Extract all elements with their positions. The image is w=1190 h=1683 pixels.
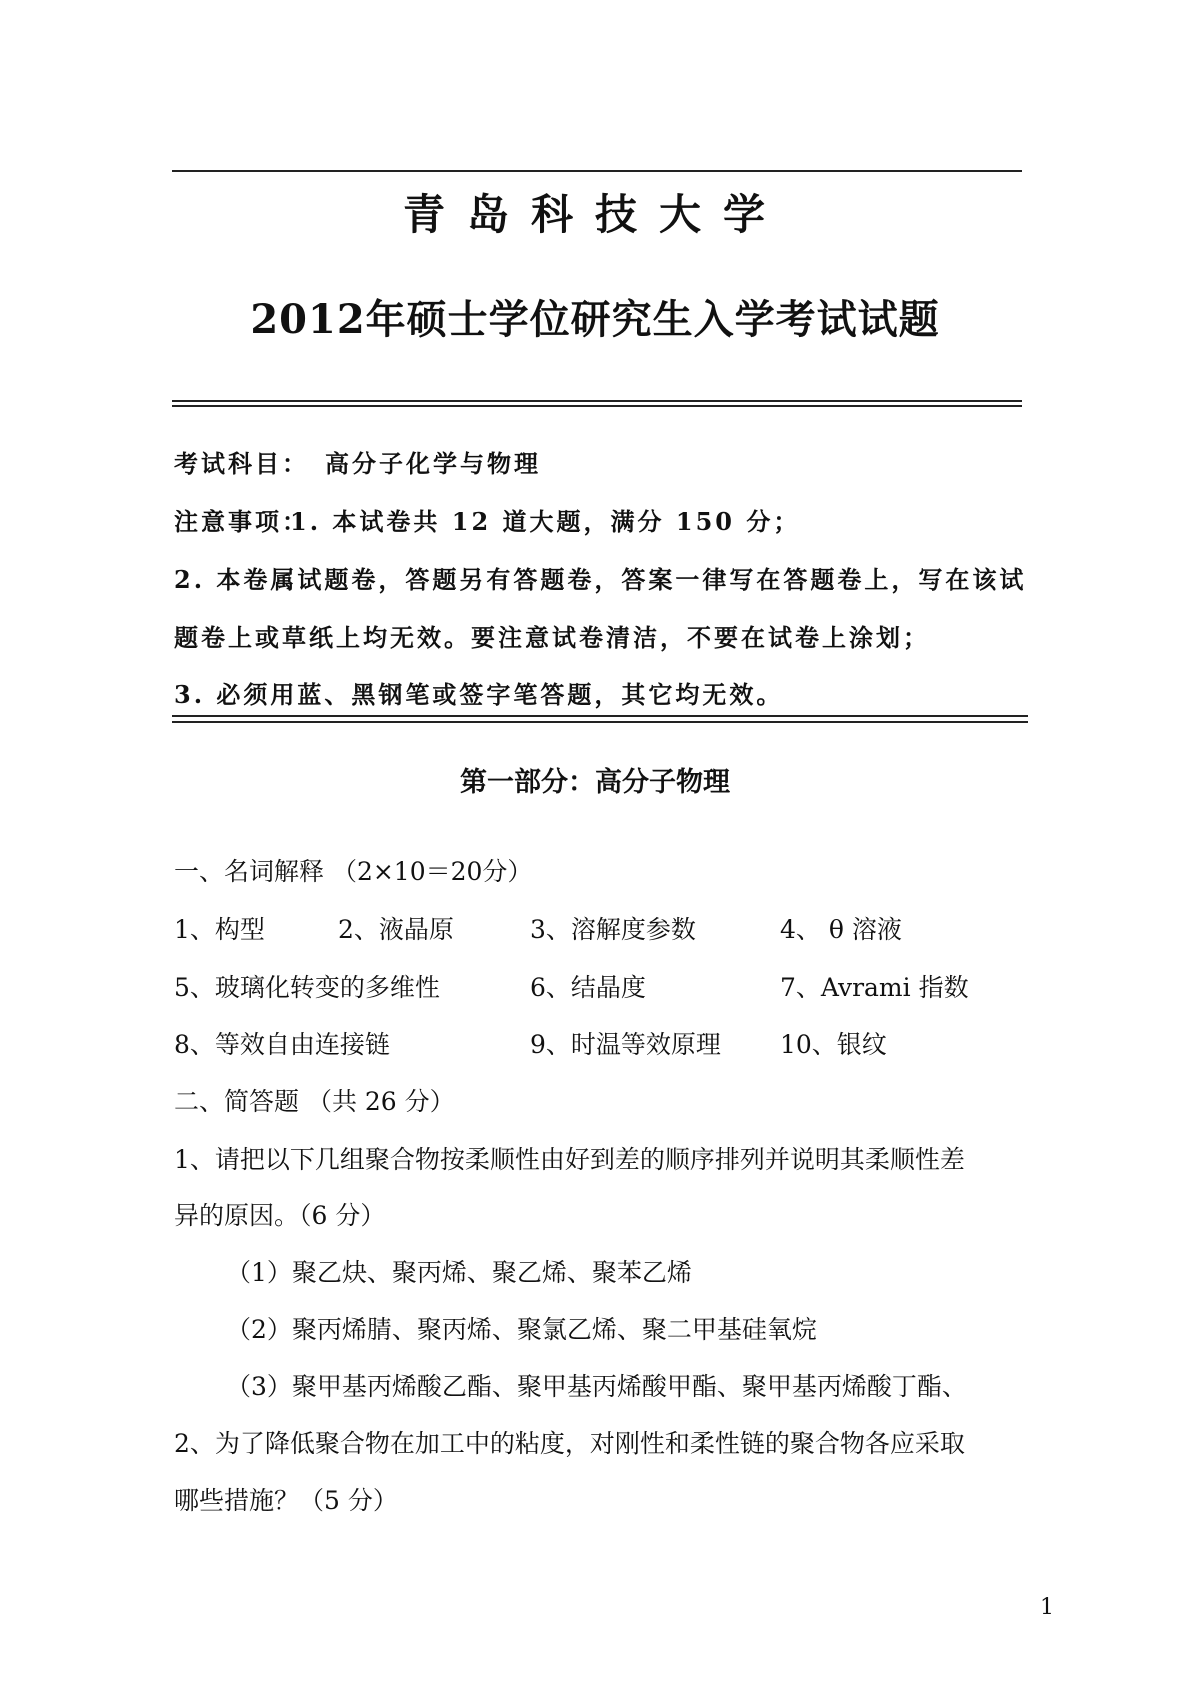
top-rule — [172, 170, 1022, 172]
question-2-line-1: 2、为了降低聚合物在加工中的粘度，对刚性和柔性链的聚合物各应采取 — [174, 1429, 965, 1458]
note-2-line-2: 题卷上或草纸上均无效。要注意试卷清洁，不要在试卷上涂划； — [174, 623, 930, 652]
term-item: 6、结晶度 — [530, 973, 646, 1002]
subject-label: 考试科目： — [174, 449, 309, 478]
double-rule-bottom-1 — [172, 715, 1028, 717]
double-rule-top-2 — [172, 405, 1022, 407]
part2-heading: 二、简答题 （共 26 分） — [174, 1087, 455, 1116]
term-item: 8、等效自由连接链 — [174, 1030, 390, 1059]
question-1-item: （1）聚乙炔、聚丙烯、聚乙烯、聚苯乙烯 — [226, 1258, 692, 1287]
term-item: 3、溶解度参数 — [530, 915, 696, 944]
question-1-line-2: 异的原因。（6 分） — [174, 1201, 386, 1230]
term-item: 7、Avrami 指数 — [780, 973, 969, 1002]
term-item: 1、构型 — [174, 915, 265, 944]
term-item: 9、时温等效原理 — [530, 1030, 721, 1059]
question-1-item: （3）聚甲基丙烯酸乙酯、聚甲基丙烯酸甲酯、聚甲基丙烯酸丁酯、 — [226, 1372, 967, 1401]
question-2-line-2: 哪些措施？（5 分） — [174, 1486, 398, 1515]
page-number: 1 — [1040, 1595, 1054, 1620]
term-item: 5、玻璃化转变的多维性 — [174, 973, 440, 1002]
question-1-line-1: 1、请把以下几组聚合物按柔顺性由好到差的顺序排列并说明其柔顺性差 — [174, 1145, 965, 1174]
part1-heading: 一、名词解释 （2×10＝20分） — [174, 857, 533, 886]
subject-name: 高分子化学与物理 — [325, 449, 541, 478]
term-item: 4、 θ 溶液 — [780, 915, 902, 944]
note-1: 1. 本试卷共 12 道大题，满分 150 分； — [290, 507, 801, 536]
exam-title: 2012年硕士学位研究生入学考试试题 — [250, 296, 940, 343]
term-item: 2、液晶原 — [338, 915, 454, 944]
notes-label: 注意事项： — [174, 507, 309, 536]
section-title: 第一部分：高分子物理 — [460, 767, 730, 798]
note-2-line-1: 2. 本卷属试题卷，答题另有答题卷，答案一律写在答题卷上，写在该试 — [174, 565, 1027, 594]
double-rule-top-1 — [172, 400, 1022, 402]
university-name: 青岛科技大学 — [402, 190, 787, 239]
term-item: 10、银纹 — [780, 1030, 887, 1059]
question-1-item: （2）聚丙烯腈、聚丙烯、聚氯乙烯、聚二甲基硅氧烷 — [226, 1315, 817, 1344]
double-rule-bottom-2 — [172, 721, 1028, 723]
note-3: 3. 必须用蓝、黑钢笔或签字笔答题，其它均无效。 — [174, 680, 784, 709]
